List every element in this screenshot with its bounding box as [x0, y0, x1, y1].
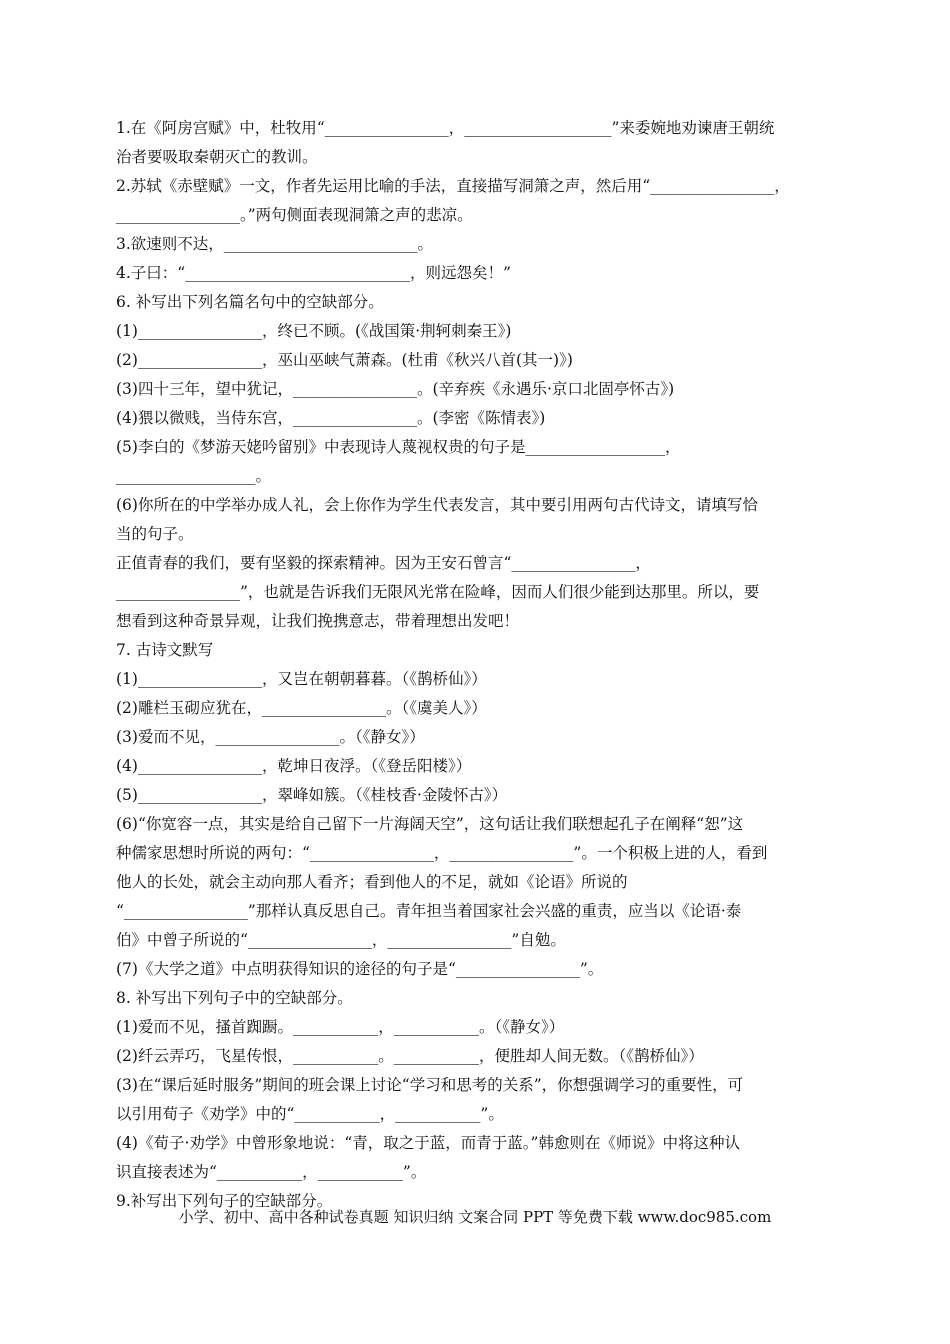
text-line: 3.欲速则不达，_________________________。	[116, 235, 434, 253]
text-line: (4)猥以微贱，当侍东宫，________________。(李密《陈情表》)	[116, 409, 546, 427]
text-line: (6)“你宽容一点，其实是给自己留下一片海阔天空”，这句话让我们联想起孔子在阐释“恕”这	[116, 815, 744, 833]
page-footer: 小学、初中、高中各种试卷真题 知识归纳 文案合同 PPT 等免费下载 www.doc985.com	[178, 1208, 772, 1226]
document-body	[116, 114, 834, 1216]
text-line: (7)《大学之道》中点明获得知识的途径的句子是“________________”。	[116, 960, 604, 978]
text-line: (4)《荀子·劝学》中曾形象地说：“青，取之于蓝，而青于蓝。”韩愈则在《师说》中将这种认	[116, 1134, 740, 1152]
text-line: 4.子曰：“_____________________________，则远怨矣！”	[116, 264, 511, 282]
text-line: (1)________________，终已不顾。(《战国策·荆轲刺秦王》)	[116, 322, 512, 340]
text-line: 1.在《阿房宫赋》中，杜牧用“________________，___________________”来委婉地劝谏唐王朝统	[116, 119, 775, 137]
text-line: 6. 补写出下列名篇名句中的空缺部分。	[116, 293, 384, 311]
text-line: 7. 古诗文默写	[116, 641, 214, 659]
text-line: “________________”那样认真反思自己。青年担当着国家社会兴盛的重责，应当以《论语·泰	[116, 902, 742, 920]
text-line: __________________。	[116, 467, 272, 485]
text-line: 治者要吸取秦朝灭亡的教训。	[116, 148, 318, 166]
text-line: 伯》中曾子所说的“________________，________________”自勉。	[116, 931, 566, 949]
text-line: (2)________________，巫山巫峡气萧森。(杜甫《秋兴八首(其一)》)	[116, 351, 573, 369]
text-line: (5)李白的《梦游天姥吟留别》中表现诗人蔑视权贵的句子是__________________，	[116, 438, 681, 456]
text-line: ________________。”两句侧面表现洞箫之声的悲凉。	[116, 206, 473, 224]
text-line: 9.补写出下列句子的空缺部分。	[116, 1192, 333, 1210]
text-line: 他人的长处，就会主动向那人看齐；看到他人的不足，就如《论语》所说的	[116, 873, 628, 891]
text-line: (1)________________，又岂在朝朝暮暮。（《鹊桥仙》）	[116, 670, 487, 688]
text-line: (4)________________，乾坤日夜浮。（《登岳阳楼》）	[116, 757, 472, 775]
text-line: 想看到这种奇景异观，让我们挽携意志，带着理想出发吧！	[116, 612, 520, 630]
text-line: 2.苏轼《赤壁赋》一文，作者先运用比喻的手法，直接描写洞箫之声，然后用“________________，	[116, 177, 790, 195]
text-line: (3)在“课后延时服务”期间的班会课上讨论“学习和思考的关系”，你想强调学习的重要性，可	[116, 1076, 744, 1094]
text-line: ________________”，也就是告诉我们无限风光常在险峰，因而人们很少能到达那里。所以，要	[116, 583, 760, 601]
text-line: (5)________________，翠峰如簇。（《桂枝香·金陵怀古》）	[116, 786, 508, 804]
text-line: 识直接表述为“___________，___________”。	[116, 1163, 427, 1181]
text-line: (3)四十三年，望中犹记，________________。(辛弃疾《永遇乐·京口北固亭怀古》)	[116, 380, 675, 398]
text-line: (2)纤云弄巧，飞星传恨，___________。___________，便胜却人间无数。（《鹊桥仙》）	[116, 1047, 704, 1065]
text-line: (2)雕栏玉砌应犹在，________________。（《虞美人》）	[116, 699, 487, 717]
text-line: (6)你所在的中学举办成人礼，会上你作为学生代表发言，其中要引用两句古代诗文，请填写恰	[116, 496, 758, 514]
text-line: 当的句子。	[116, 525, 194, 543]
text-line: 8. 补写出下列句子中的空缺部分。	[116, 989, 353, 1007]
text-line: 种儒家思想时所说的两句：“________________，________________”。一个积极上进的人，看到	[116, 844, 768, 862]
text-line: 以引用荀子《劝学》中的“___________，___________”。	[116, 1105, 504, 1123]
text-line: 正值青春的我们，要有坚毅的探索精神。因为王安石曾言“________________，	[116, 554, 651, 572]
text-line: (1)爱而不见，搔首踟蹰。___________，___________。（《静女》）	[116, 1018, 565, 1036]
text-line: (3)爱而不见，________________。（《静女》）	[116, 728, 425, 746]
